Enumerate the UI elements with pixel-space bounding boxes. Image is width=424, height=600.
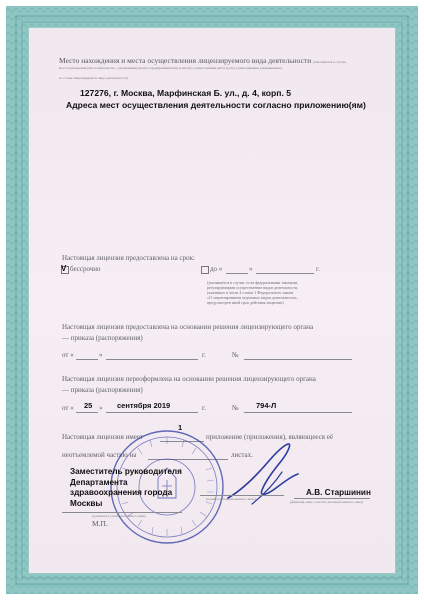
until-checkbox [201, 266, 209, 274]
signature-line [200, 495, 284, 496]
seal-place-label: М.П. [92, 519, 108, 528]
location-header-line3: в составе лицензируемого вида деятельности) [59, 76, 128, 80]
until-day-line [226, 273, 248, 274]
basis-month-line [106, 359, 198, 360]
signatory-position-line: Департамента [70, 477, 128, 487]
reissue-month-year: сентября 2019 [117, 401, 171, 410]
name-line [294, 498, 370, 499]
reissue-line2: — приказа (распоряжения) [62, 386, 143, 394]
reissue-day: 25 [84, 401, 93, 410]
appendix-line1-end: приложение (приложения), являющееся её [206, 433, 333, 441]
basis-from: от « [62, 351, 74, 359]
basis-number-line [244, 359, 352, 360]
address-value: 127276, г. Москва, Марфинская Б. ул., д. 4, корп. 5 [80, 88, 292, 98]
basis-line1: Настоящая лицензия предоставлена на основании решения лицензирующего органа [62, 323, 314, 331]
reissue-month-line [106, 412, 198, 413]
term-note-line: указанных в части 4 статьи 1 Федерального закона [207, 290, 294, 295]
until-year-suffix: г. [316, 265, 320, 273]
basis-year: г. [202, 351, 206, 359]
name-hint: (фамилия, имя, отчество уполномоченного лица) [290, 500, 363, 504]
term-label: Настоящая лицензия предоставлена на срок: [62, 254, 195, 262]
location-header-text: Место нахождения и места осуществления лицензируемого вида деятельности [59, 56, 312, 65]
address-attachment-note: Адреса мест осуществления деятельности согласно приложению(ям) [66, 100, 366, 110]
signatory-position-line: Заместитель руководителя [70, 467, 182, 476]
basis-line2: — приказа (распоряжения) [62, 334, 143, 342]
signatory-position [70, 467, 182, 509]
reissue-number: 794-Л [256, 401, 277, 410]
reissue-number-line [244, 412, 352, 413]
indefinite-label: бессрочно [70, 265, 101, 273]
basis-quote-close: » [99, 351, 103, 359]
until-label: до « [210, 265, 223, 273]
until-quote-close: » [249, 265, 253, 273]
appendix-line1-start: Настоящая лицензия имеет [62, 433, 144, 441]
signature-hint: (подпись уполномоченного лица) [206, 497, 256, 501]
location-header-note: (заполняется в случае, [313, 60, 347, 64]
appendix-line2-start: неотъемлемой частью на [62, 451, 137, 459]
location-header-line2: места нахождения (места жительства - для индивидуального предпринимателя) и мест(а) осуществления работ (услуг), выполняемых (оказываемых) [59, 66, 282, 70]
reissue-number-sign: № [232, 404, 239, 412]
appendix-count: 1 [178, 423, 183, 432]
until-month-line [256, 273, 314, 274]
location-header [59, 56, 359, 65]
reissue-line1: Настоящая лицензия переоформлена на основании решения лицензирующего органа [62, 375, 316, 383]
signatory-position-line: здравоохранения города [70, 488, 173, 497]
term-note-line: предусмотрен иной срок действия лицензии) [207, 300, 284, 305]
reissue-from: от « [62, 404, 74, 412]
term-note-line: (указывается в случае, если федеральными законами, [207, 280, 299, 285]
term-note-line: регулирующими осуществление видов деятельности, [207, 285, 299, 290]
appendix-line2-end: листах. [231, 451, 253, 459]
signatory-position-line: Москвы [70, 498, 103, 508]
indefinite-check-mark: V [61, 264, 67, 273]
reissue-day-line [76, 412, 98, 413]
basis-day-line [76, 359, 98, 360]
reissue-quote-close: » [99, 404, 103, 412]
basis-number-sign: № [232, 351, 239, 359]
term-note-line: «О лицензировании отдельных видов деятельности», [207, 295, 298, 300]
term-note [207, 280, 357, 305]
reissue-year: г. [202, 404, 206, 412]
position-hint: (должность уполномоченного лица) [92, 514, 146, 518]
position-line [62, 512, 182, 513]
signatory-name: А.В. Старшинин [306, 488, 371, 497]
